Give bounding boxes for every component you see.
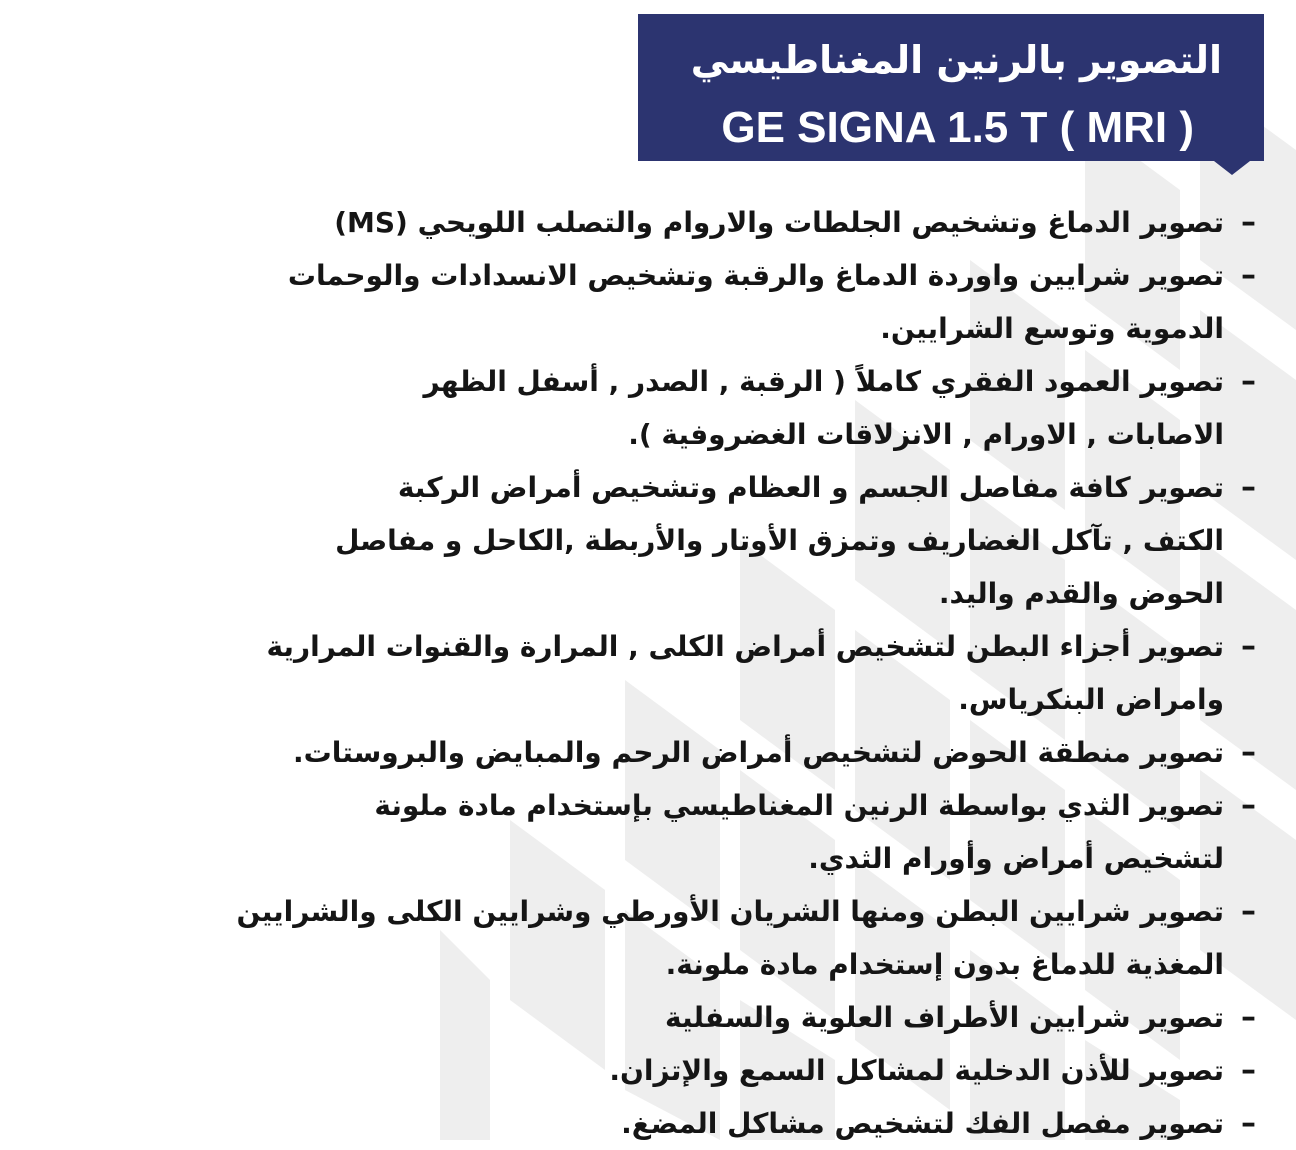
list-item: [176, 355, 1256, 461]
list-item-text: تصوير العمود الفقري كاملاً ( الرقبة , الصدر , أسفل الظهر الاصابات , الاورام , الانزلاقات الغضروفية ).: [423, 365, 1224, 451]
list-item-text: تصوير كافة مفاصل الجسم و العظام وتشخيص أمراض الركبة الكتف , تآكل الغضاريف وتمزق الأوتار والأربطة ,الكاحل و مفاصل الحوض والقدم واليد.: [335, 471, 1224, 610]
list-item: [176, 885, 1256, 991]
list-item: [176, 196, 1256, 249]
list-item: [176, 991, 1256, 1044]
page-title-arabic: التصوير بالرنين المغناطيسي: [690, 38, 1222, 82]
title-banner: [638, 14, 1264, 161]
list-item-text: تصوير شرايين واوردة الدماغ والرقبة وتشخيص الانسدادات والوحمات الدموية وتوسع الشرايين.: [287, 259, 1224, 345]
list-item-text: تصوير مفصل الفك لتشخيص مشاكل المضغ.: [621, 1107, 1224, 1140]
list-item: [176, 1044, 1256, 1097]
bullet-dash: –: [1241, 258, 1256, 293]
bullet-dash: –: [1241, 1053, 1256, 1088]
service-list: [176, 196, 1256, 1150]
list-item-text: تصوير للأذن الدخلية لمشاكل السمع والإتزان.: [609, 1054, 1224, 1087]
list-item: [176, 726, 1256, 779]
bullet-dash: –: [1241, 364, 1256, 399]
bullet-dash: –: [1241, 735, 1256, 770]
bullet-dash: –: [1241, 629, 1256, 664]
bullet-dash: –: [1241, 894, 1256, 929]
list-item-text: تصوير شرايين البطن ومنها الشريان الأورطي وشرايين الكلى والشرايين المغذية للدماغ بدون إستخدام مادة ملونة.: [236, 895, 1224, 981]
list-item: [176, 779, 1256, 885]
bullet-dash: –: [1241, 470, 1256, 505]
bullet-dash: –: [1241, 1000, 1256, 1035]
bullet-dash: –: [1241, 205, 1256, 240]
banner-pointer: [1214, 161, 1250, 175]
list-item-text: تصوير الثدي بواسطة الرنين المغناطيسي بإستخدام مادة ملونة لتشخيص أمراض وأورام الثدي.: [374, 789, 1224, 875]
list-item-text: تصوير أجزاء البطن لتشخيص أمراض الكلى , المرارة والقنوات المرارية وامراض البنكرياس.: [266, 630, 1224, 716]
list-item: [176, 620, 1256, 726]
bullet-dash: –: [1241, 788, 1256, 823]
list-item: [176, 1097, 1256, 1150]
list-item-text: تصوير شرايين الأطراف العلوية والسفلية: [664, 1001, 1224, 1034]
bullet-dash: –: [1241, 1106, 1256, 1141]
list-item: [176, 249, 1256, 355]
list-item-text: تصوير منطقة الحوض لتشخيص أمراض الرحم والمبايض والبروستات.: [293, 736, 1224, 769]
list-item-text: تصوير الدماغ وتشخيص الجلطات والاروام والتصلب اللويحي (MS): [334, 206, 1224, 239]
page-title-english: GE SIGNA 1.5 T ( MRI ): [721, 103, 1194, 152]
list-item: [176, 461, 1256, 620]
